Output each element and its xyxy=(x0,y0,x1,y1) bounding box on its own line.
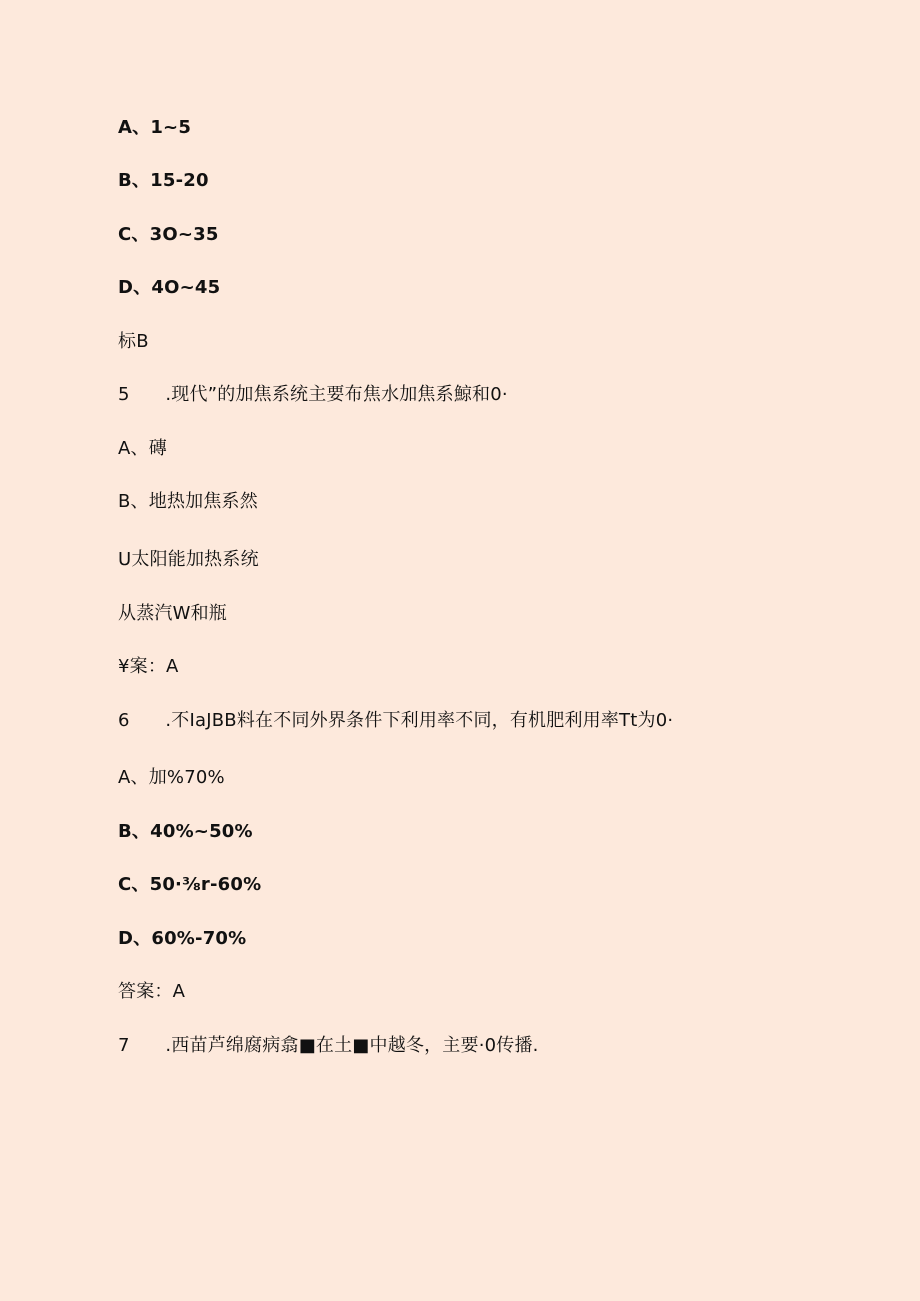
option-d: 从蒸汽W和瓶 xyxy=(118,603,227,624)
option-d: D、4O~45 xyxy=(118,277,221,298)
answer: 标B xyxy=(118,331,149,352)
option-c: U太阳能加热系统 xyxy=(118,549,259,570)
option-a: A、加%70% xyxy=(118,767,225,788)
option-a: A、1~5 xyxy=(118,117,192,138)
option-b: B、40%~50% xyxy=(118,821,253,842)
option-d: D、60%-70% xyxy=(118,928,247,949)
question-5: 5 .现代”的加焦系统主要布焦水加焦系鯨和0· xyxy=(118,384,508,405)
option-a: A、磚 xyxy=(118,438,167,459)
option-c: C、50∙⅜r-60% xyxy=(118,874,262,895)
option-c: C、3O~35 xyxy=(118,224,219,245)
option-b: B、15-20 xyxy=(118,170,209,191)
option-b: B、地热加焦系然 xyxy=(118,491,258,512)
answer: ¥案：A xyxy=(118,656,179,677)
question-7: 7 .西苗芦绵腐病翕■在土■中越冬，主要·0传播. xyxy=(118,1035,539,1056)
question-6: 6 .不IaJBB料在不同外界条件下利用率不同，有机肥利用率Tt为0· xyxy=(118,710,674,731)
answer: 答案：A xyxy=(118,981,186,1002)
